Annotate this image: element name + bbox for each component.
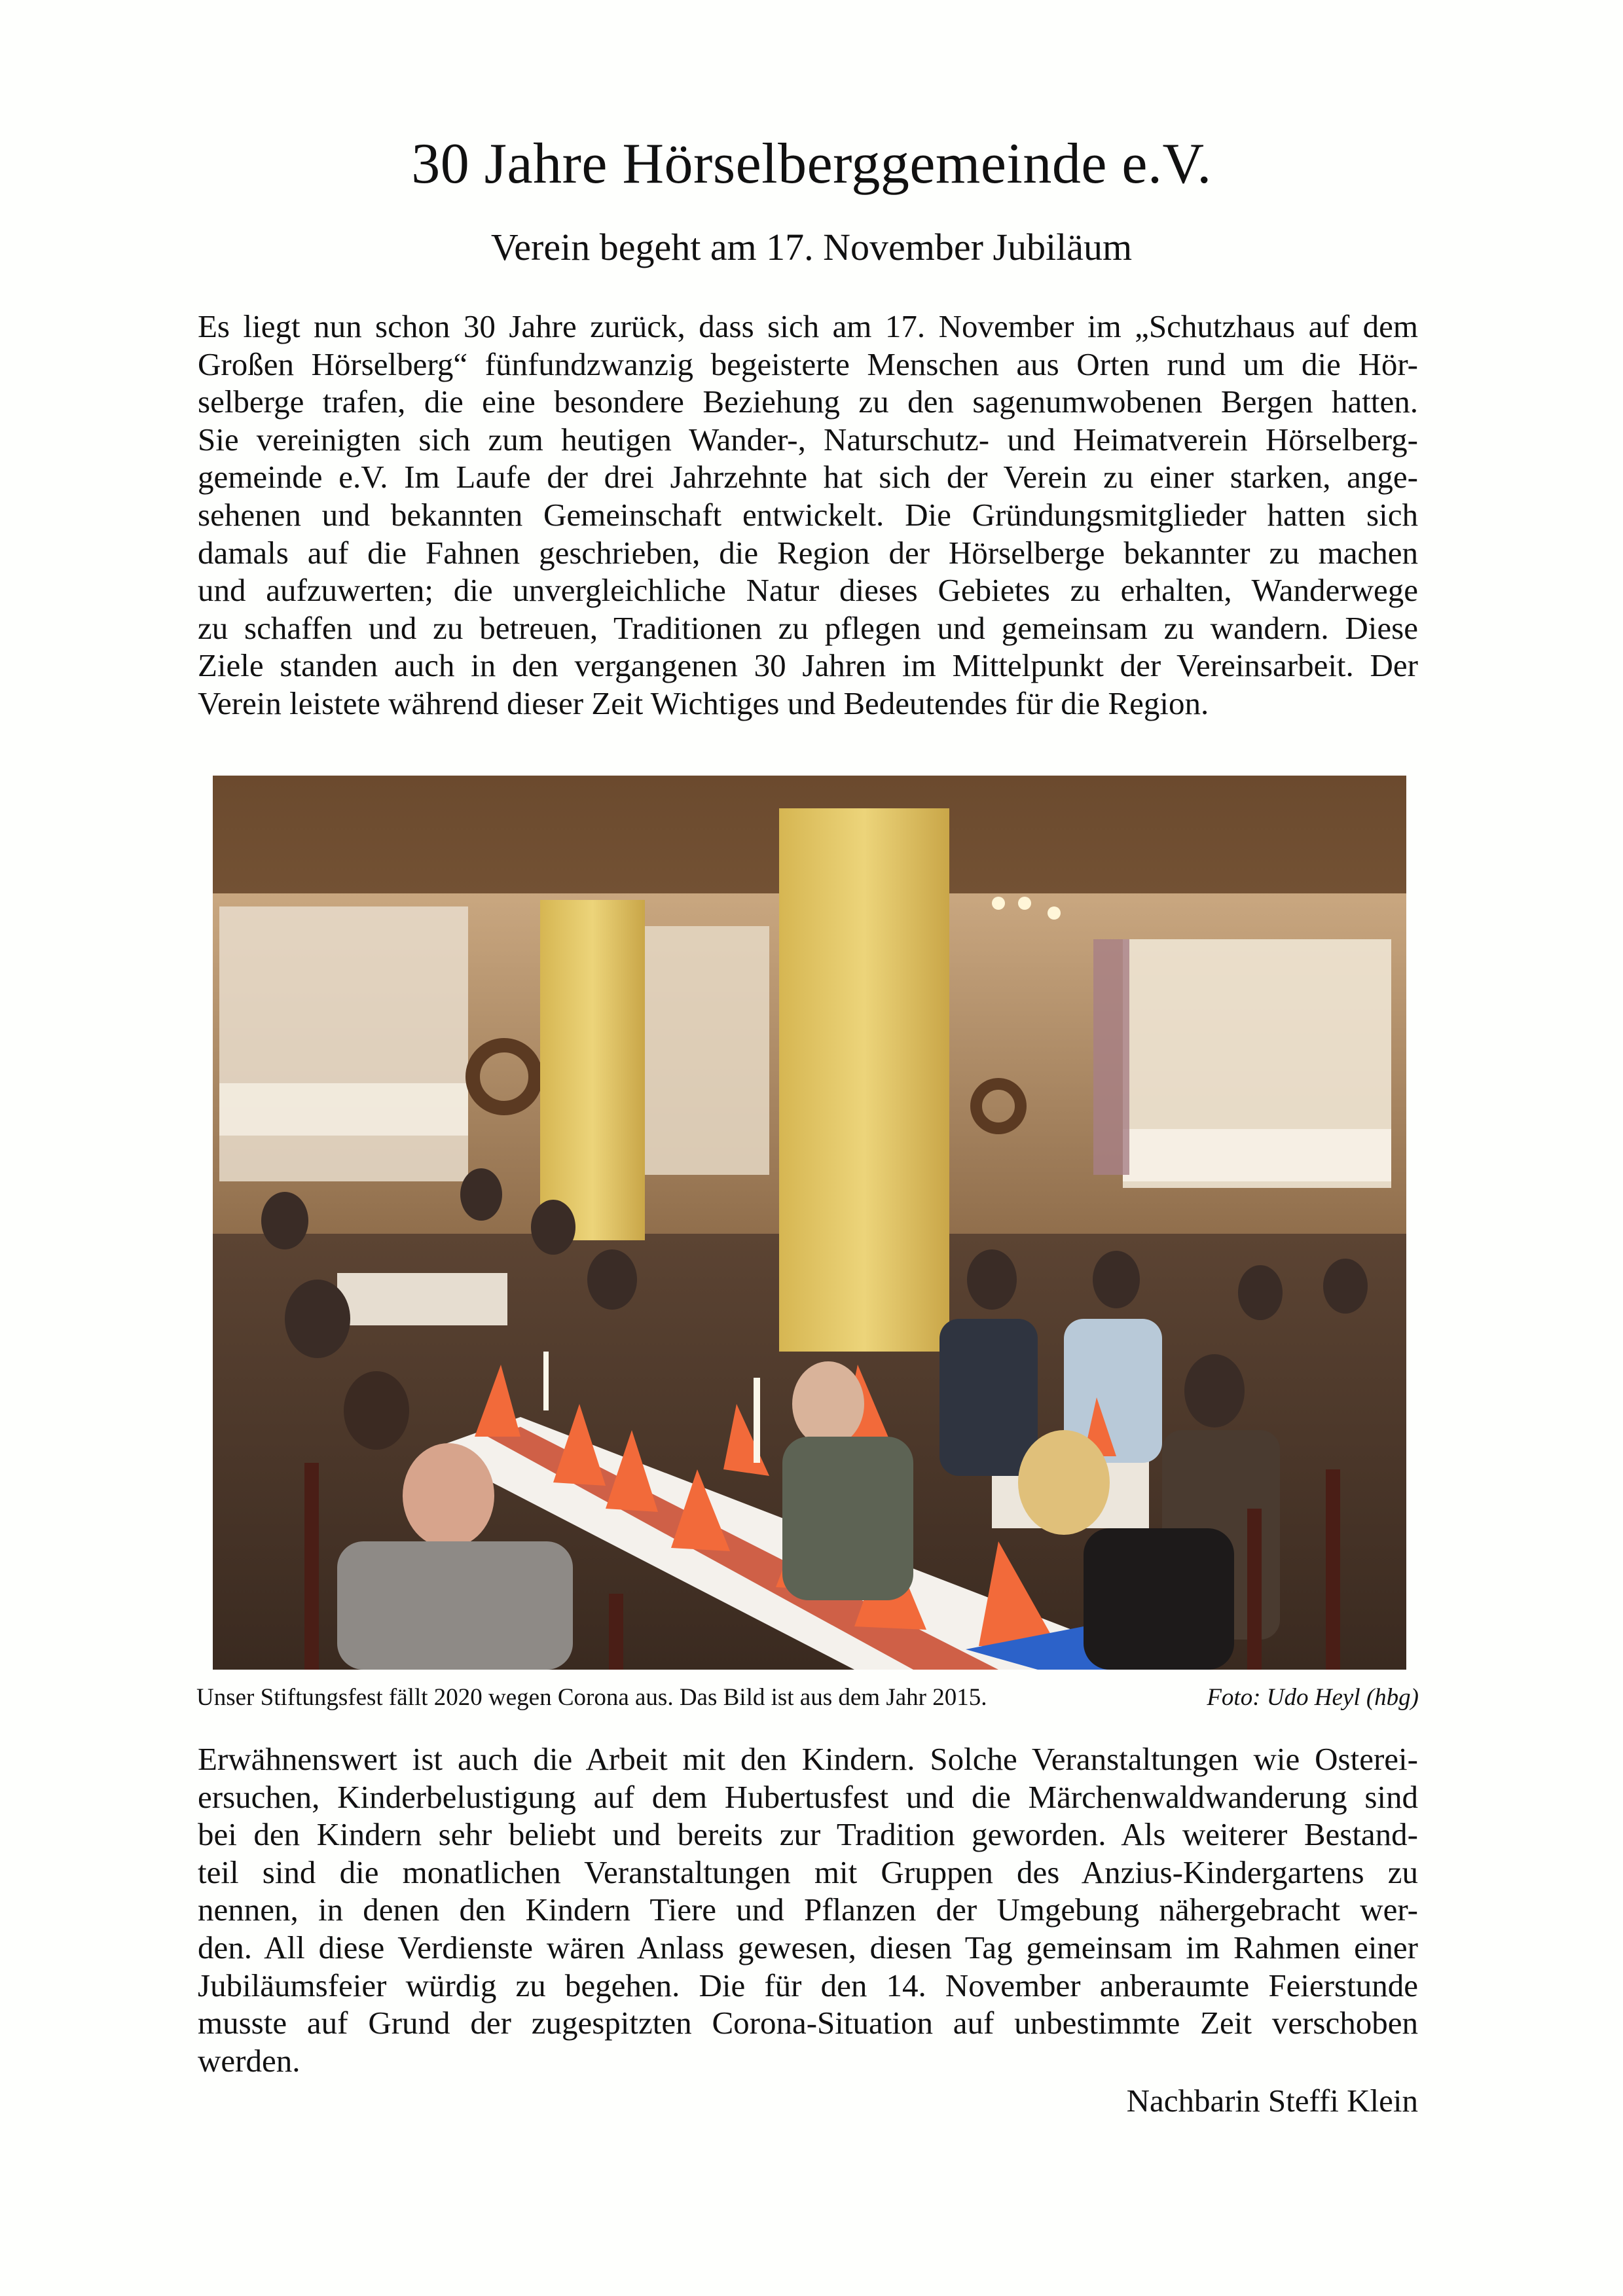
paragraph-line: teil sind die monatlichen Veranstaltungen mit Gruppen des Anzius-Kindergartens zu — [198, 1854, 1418, 1890]
article-title: 30 Jahre Hörselberggemeinde e.V. — [411, 132, 1212, 196]
banquet-hall-illustration — [213, 776, 1406, 1670]
paragraph-line: Verein leistete während dieser Zeit Wichtiges und Bedeutendes für die Region. — [198, 685, 1209, 721]
photo-caption: Unser Stiftungsfest fällt 2020 wegen Corona aus. Das Bild ist aus dem Jahr 2015. — [196, 1684, 987, 1711]
paragraph-line: selberge trafen, die eine besondere Beziehung zu den sagenumwobenen Bergen hatten. — [198, 384, 1418, 420]
paragraph-line: Sie vereinigten sich zum heutigen Wander-, Naturschutz- und Heimatverein Hörselberg- — [198, 421, 1418, 457]
paragraph-line: den. All diese Verdienste wären Anlass gewesen, diesen Tag gemeinsam im Rahmen einer — [198, 1929, 1418, 1965]
paragraph-line: Großen Hörselberg“ fünfundzwanzig begeisterte Menschen aus Orten rund um die Hör- — [198, 346, 1418, 382]
paragraph-line: musste auf Grund der zugespitzten Corona-Situation auf unbestimmte Zeit verschoben — [198, 2005, 1418, 2041]
photo-credit: Foto: Udo Heyl (hbg) — [1207, 1684, 1419, 1711]
curtain-left — [219, 906, 468, 1181]
paragraph-line: Erwähnenswert ist auch die Arbeit mit den Kindern. Solche Veranstaltungen wie Osterei- — [198, 1741, 1418, 1777]
paragraph-line: bei den Kindern sehr beliebt und bereits zur Tradition geworden. Als weiterer Bestand- — [198, 1816, 1418, 1853]
guest — [1084, 1528, 1234, 1670]
pillar — [779, 808, 949, 1352]
paragraph-line: nennen, in denen den Kindern Tiere und Pflanzen der Umgebung nähergebracht wer- — [198, 1892, 1418, 1928]
event-photo — [213, 776, 1406, 1670]
paragraph-line: damals auf die Fahnen geschrieben, die Region der Hörselberge bekannter zu machen — [198, 534, 1418, 571]
author-signature: Nachbarin Steffi Klein — [1126, 2083, 1418, 2119]
paragraph-line: gemeinde e.V. Im Laufe der drei Jahrzehnte hat sich der Verein zu einer starken, ange- — [198, 459, 1418, 495]
guest — [337, 1541, 573, 1670]
paragraph-line: Ziele standen auch in den vergangenen 30 Jahren im Mittelpunkt der Vereinsarbeit. Der — [198, 647, 1418, 684]
paragraph-line: zu schaffen und zu betreuen, Traditionen zu pflegen und gemeinsam zu wandern. Diese — [198, 609, 1418, 646]
pillar — [540, 900, 645, 1240]
paragraph-line: und aufzuwerten; die unvergleichliche Natur dieses Gebietes zu erhalten, Wanderwege — [198, 572, 1418, 609]
curtain-center — [645, 926, 769, 1175]
guest — [782, 1437, 913, 1600]
article-subtitle: Verein begeht am 17. November Jubiläum — [490, 226, 1133, 268]
paragraph-line: werden. — [198, 2042, 301, 2079]
paragraph-line: sehenen und bekannten Gemeinschaft entwickelt. Die Gründungsmitglieder hatten sich — [198, 496, 1418, 533]
paragraph-line: ersuchen, Kinderbelustigung auf dem Hubertusfest und die Märchenwaldwanderung sind — [198, 1778, 1418, 1815]
paragraph-line: Jubiläumsfeier würdig zu begehen. Die für den 14. November anberaumte Feierstunde — [198, 1967, 1418, 2003]
paragraph-children — [198, 1740, 1418, 2079]
paragraph-line: Es liegt nun schon 30 Jahre zurück, dass sich am 17. November im „Schutzhaus auf dem — [198, 308, 1418, 344]
paragraph-intro — [198, 308, 1418, 723]
